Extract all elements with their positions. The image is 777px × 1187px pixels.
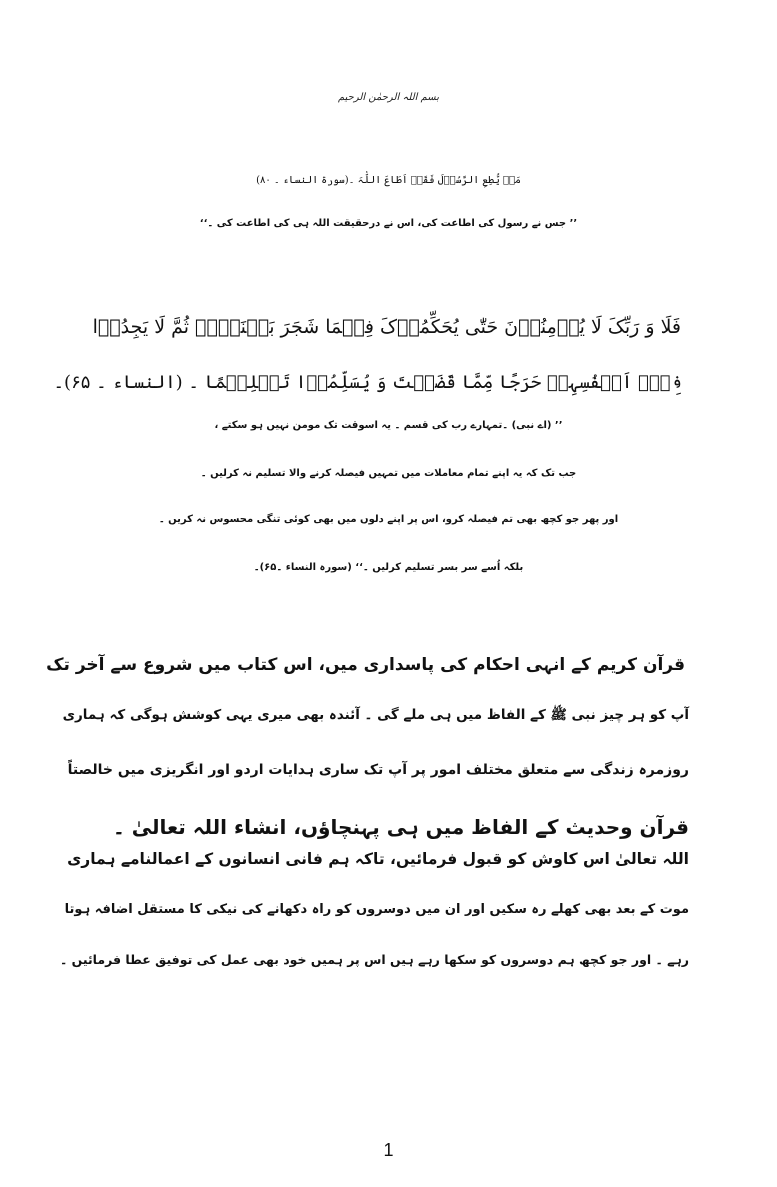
- quran-verse-2-line-2: فِیۡۤ اَنۡفُسِہِمۡ حَرَجًا مِّمَّا قَضَیۡتَ وَ یُسَلِّمُوۡا تَسۡلِیۡمًا ۔ (النساء ۔ ۶۵)۔: [53, 372, 681, 393]
- verse-2-translation-line-4: بلکہ اُسے سر بسر تسلیم کرلیں ۔‘‘ (سورہ النساء ۔۶۵)۔: [253, 562, 524, 573]
- paragraph-1-line-3: روزمرہ زندگی سے متعلق مختلف امور پر آپ تک ساری ہدایات اردو اور انگریزی میں خالصتاً: [67, 762, 689, 778]
- quran-verse-1: مَنۡ یُّطِعِ الرَّسُوۡلَ فَقَدۡ اَطَاعَ اللّٰہَ ۔(سورة النساء ۔ ۸۰): [256, 175, 521, 186]
- verse-1-translation: ’’ جس نے رسول کی اطاعت کی، اس نے درحقیقت اللہ ہی کی اطاعت کی ۔‘‘: [199, 218, 578, 229]
- paragraph-1-line-2: آپ کو ہر چیز نبی ﷺ کے الفاظ میں ہی ملے گی ۔ آئندہ بھی میری یہی کوشش ہوگی کہ ہماری: [62, 707, 689, 723]
- paragraph-2-line-2: موت کے بعد بھی کھلے رہ سکیں اور ان میں دوسروں کو راہ دکھانے کی نیکی کا مستقل اضافہ ہوتا: [64, 902, 689, 917]
- page-number: 1: [383, 1140, 394, 1160]
- paragraph-1-line-4: قرآن وحدیث کے الفاظ میں ہی پہنچاؤں، انشاء اللہ تعالیٰ ۔: [113, 815, 689, 839]
- bismillah-calligraphy: بسم اللہ الرحمٰن الرحیم: [337, 92, 439, 103]
- verse-2-translation-line-1: ’’ (اے نبی) ۔تمہارے رب کی قسم ۔ یہ اسوقت تک مومن نہیں ہو سکتے ،: [214, 420, 563, 431]
- verse-2-translation-line-2: جب تک کہ یہ اپنے تمام معاملات میں تمہیں فیصلہ کرنے والا تسلیم نہ کرلیں ۔: [200, 468, 577, 479]
- paragraph-2-line-3: رہے ۔ اور جو کچھ ہم دوسروں کو سکھا رہے ہیں اس پر ہمیں خود بھی عمل کی توفیق عطا فرمائیں ۔: [59, 952, 689, 967]
- quran-verse-2-line-1: فَلَا وَ رَبِّکَ لَا یُؤۡمِنُوۡنَ حَتّٰی یُحَکِّمُوۡکَ فِیۡمَا شَجَرَ بَیۡنَہُمۡ ثُمَّ لَا یَجِدُوۡا: [92, 316, 681, 338]
- verse-2-translation-line-3: اور پھر جو کچھ بھی تم فیصلہ کرو، اس پر اپنے دلوں میں بھی کوئی تنگی محسوس نہ کریں ۔: [158, 514, 619, 525]
- paragraph-1-line-1: قرآن کریم کے انہی احکام کی پاسداری میں، اس کتاب میں شروع سے آخر تک: [46, 655, 685, 675]
- paragraph-2-line-1: اللہ تعالیٰ اس کاوش کو قبول فرمائیں، تاکہ ہم فانی انسانوں کے اعمالنامے ہماری: [67, 850, 689, 868]
